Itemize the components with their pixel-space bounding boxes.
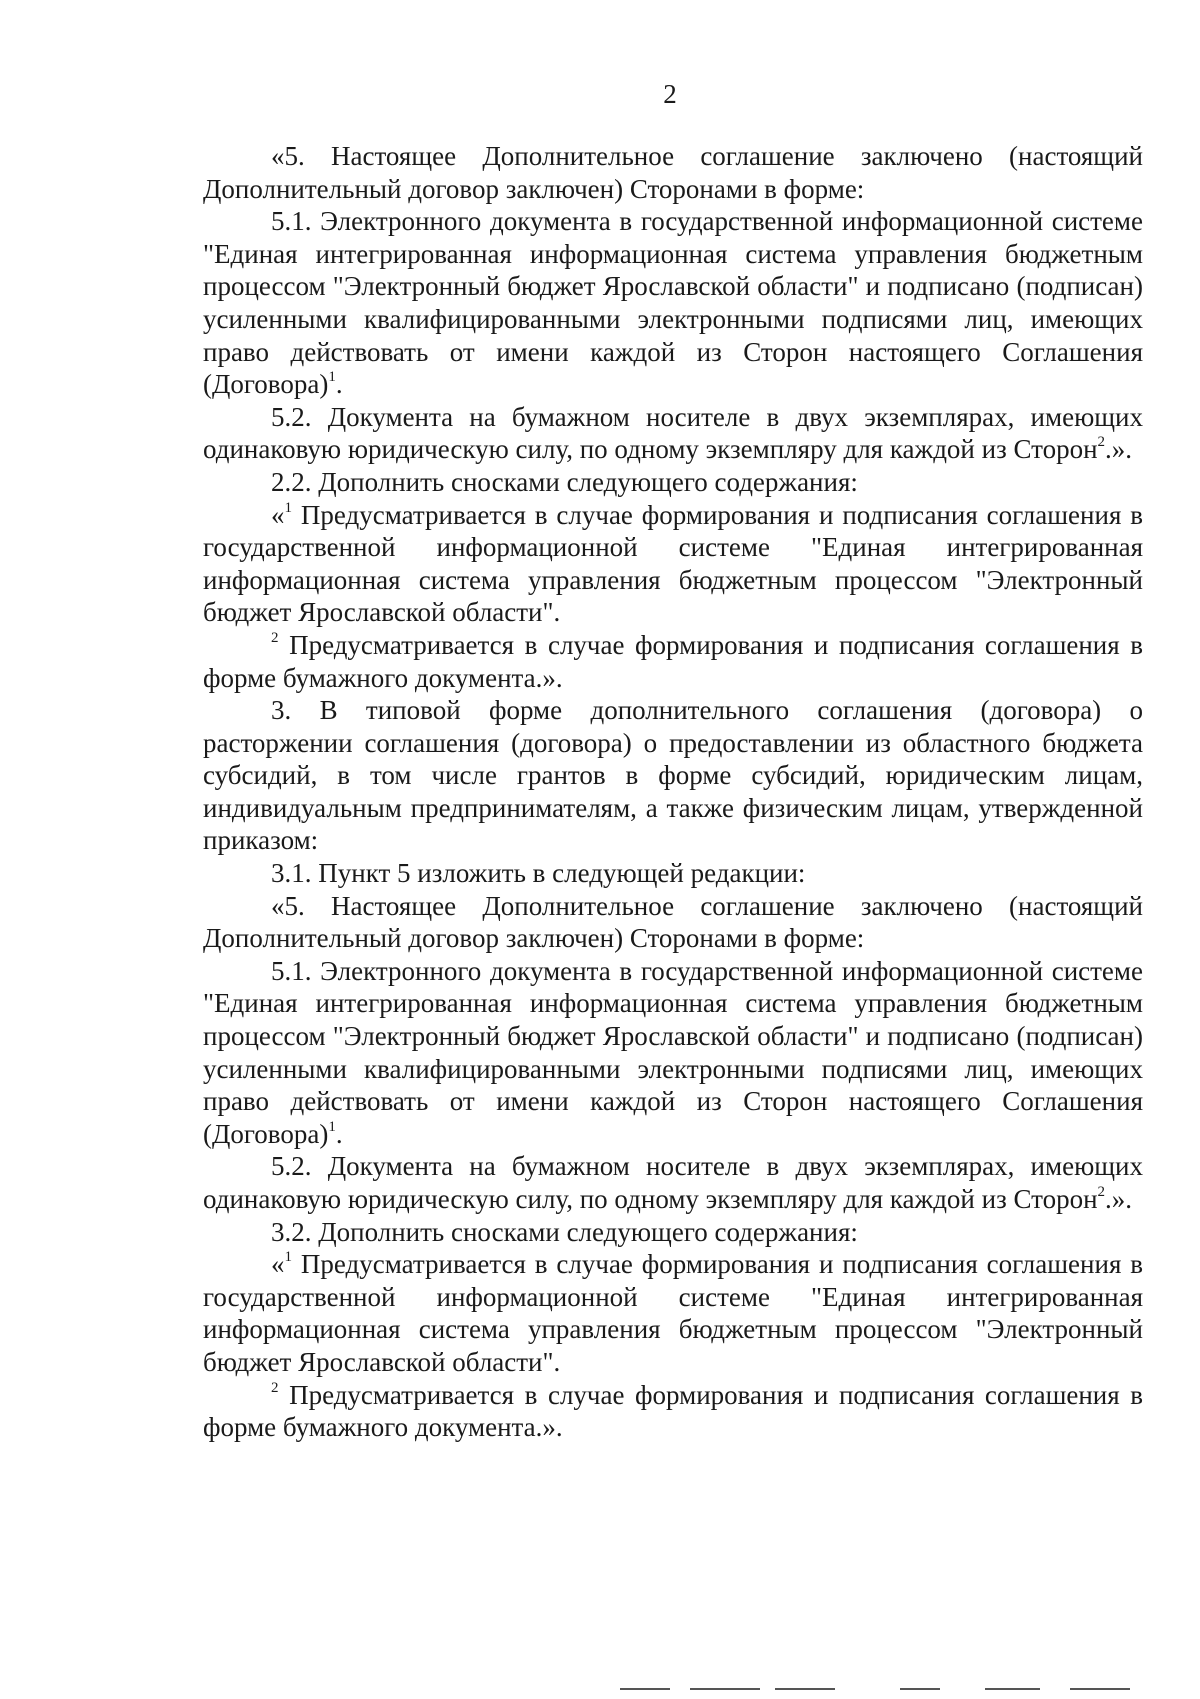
paragraph-item-3-1: 3.1. Пункт 5 изложить в следующей редакции: <box>271 858 806 889</box>
paragraph-clause-5-1: 5.1. Электронного документа в государственной информационной системе "Единая интегрированная информационная система управления бюджетным процессом "Электронный бюджет Ярославской области" и подписано (подписан) усиленными квалифицированными электронными подписями лиц, имеющих право действовать от имени каждой из Сторон настоящего Соглашения (Договора)$^1$. <box>203 206 1143 400</box>
paragraph-item-3: 3. В типовой форме дополнительного соглашения (договора) о расторжении соглашения (договора) о предоставлении из областного бюджета субсидий, в том числе грантов в форме субсидий, юридическим лицам, индивидуальным предпринимателям, а также физическим лицам, утвержденной приказом: <box>203 695 1143 856</box>
paragraph-footnote-2: $^2$ Предусматривается в случае формирования и подписания соглашения в форме бумажного документа.». <box>203 1379 1143 1443</box>
scan-mark <box>690 1688 760 1690</box>
paragraph-clause-5-2: 5.2. Документа на бумажном носителе в двух экземплярах, имеющих одинаковую юридическую силу, по одному экземпляру для каждой из Сторон$^2$.». <box>203 1151 1143 1214</box>
scan-edge-marks <box>600 1688 1160 1692</box>
scan-mark <box>985 1688 1040 1690</box>
paragraph-clause-5-intro: «5. Настоящее Дополнительное соглашение заключено (настоящий Дополнительный договор заключен) Сторонами в форме: <box>203 141 1143 204</box>
scan-mark <box>1070 1688 1130 1690</box>
paragraph-footnote-1: «$^1$ Предусматривается в случае формирования и подписания соглашения в государственной информационной системе "Единая интегрированная информационная система управления бюджетным процессом "Электронный бюджет Ярославской области". <box>203 499 1143 628</box>
scan-mark <box>620 1688 670 1690</box>
scan-mark <box>900 1688 940 1690</box>
page-number: 2 <box>663 79 677 109</box>
paragraph-footnote-2: $^2$ Предусматривается в случае формирования и подписания соглашения в форме бумажного документа.». <box>203 629 1143 693</box>
paragraph-item-3-2: 3.2. Дополнить сносками следующего содержания: <box>271 1216 858 1247</box>
paragraph-clause-5-1: 5.1. Электронного документа в государственной информационной системе "Единая интегрированная информационная система управления бюджетным процессом "Электронный бюджет Ярославской области" и подписано (подписан) усиленными квалифицированными электронными подписями лиц, имеющих право действовать от имени каждой из Сторон настоящего Соглашения (Договора)$^1$. <box>203 955 1143 1149</box>
scan-mark <box>775 1688 835 1690</box>
document-body <box>203 140 1143 1444</box>
paragraph-clause-5-intro: «5. Настоящее Дополнительное соглашение заключено (настоящий Дополнительный договор заключен) Сторонами в форме: <box>203 890 1143 954</box>
paragraph-clause-5-2: 5.2. Документа на бумажном носителе в двух экземплярах, имеющих одинаковую юридическую силу, по одному экземпляру для каждой из Сторон$^2$.». <box>203 401 1143 465</box>
paragraph-footnote-1: «$^1$ Предусматривается в случае формирования и подписания соглашения в государственной информационной системе "Единая интегрированная информационная система управления бюджетным процессом "Электронный бюджет Ярославской области". <box>203 1249 1143 1377</box>
paragraph-item-2-2: 2.2. Дополнить сносками следующего содержания: <box>271 466 858 497</box>
